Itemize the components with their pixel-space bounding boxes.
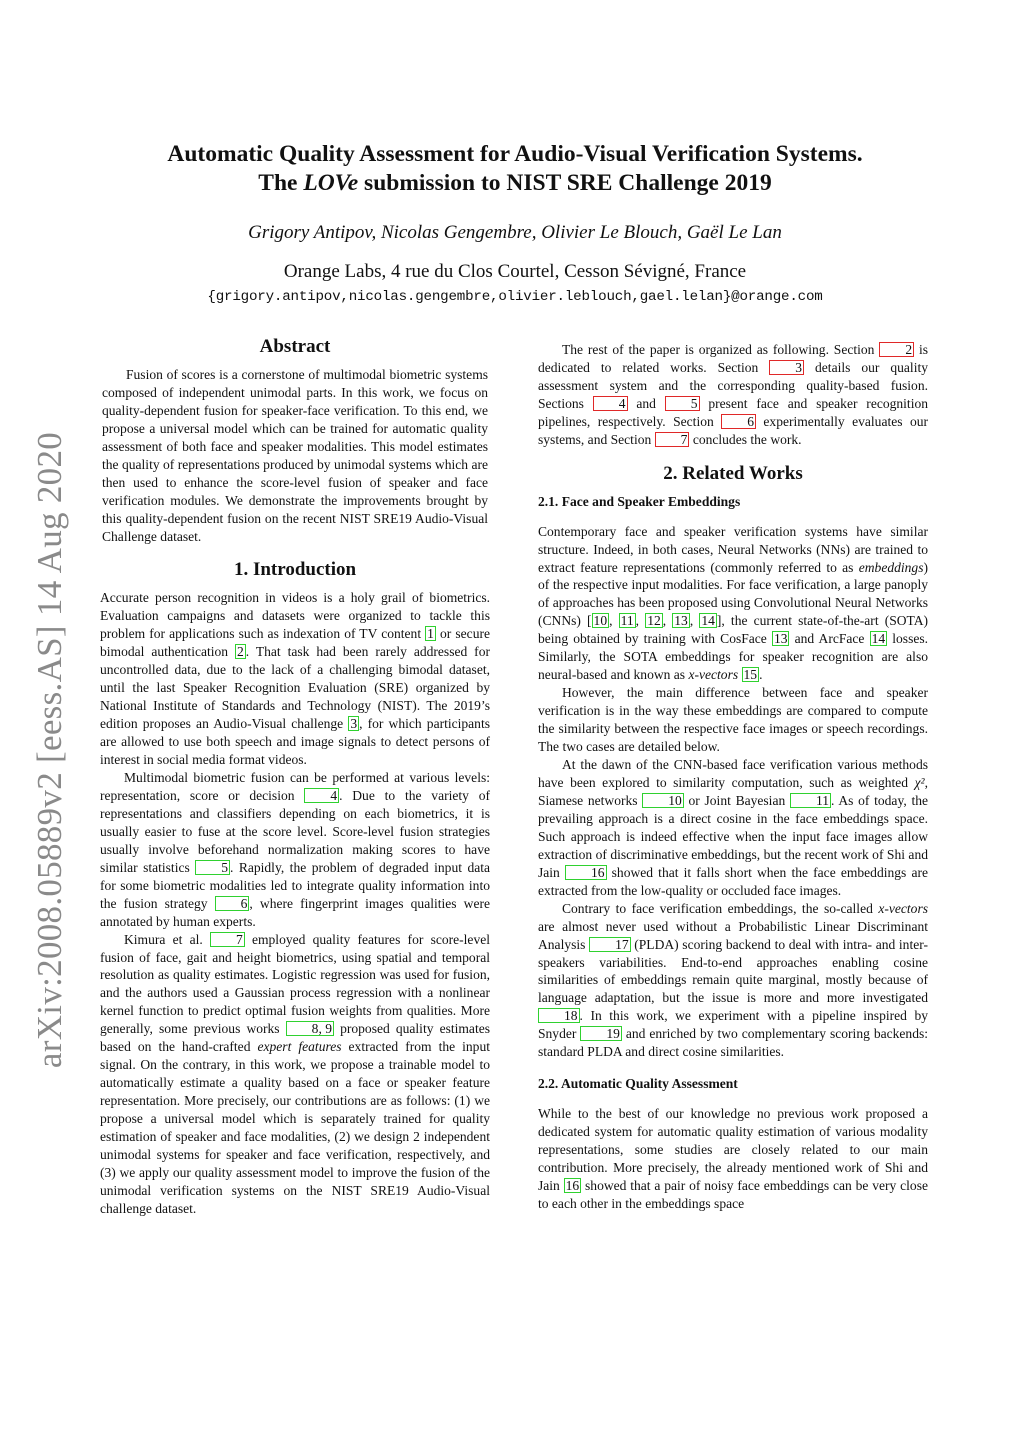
- citation-link[interactable]: 7: [210, 932, 245, 947]
- subsection-2-1-heading: 2.1. Face and Speaker Embeddings: [538, 493, 741, 509]
- citation-link[interactable]: 14: [701, 613, 715, 629]
- introduction-heading: 1. Introduction: [233, 559, 357, 581]
- left-column: [100, 334, 490, 1218]
- affiliation: Orange Labs, 4 rue du Clos Courtel, Cesson Sévigné, France: [283, 261, 747, 282]
- related-paragraph-2: However, the main difference between face and speaker verification is in the way these embeddings are compared to compute the similarity between the respective face images or speech recordings. The two cases are detailed below.: [538, 685, 928, 755]
- quality-paragraph: While to the best of our knowledge no previous work proposed a dedicated system for automatic quality estimation of various modality representations, some studies are closely related to our main contribution. More precisely, the already mentioned work of Shi and Jain 16 showed that a pair of noisy face embeddings can be very close to each other in the embeddings space: [538, 1106, 928, 1211]
- subsection-2-2-heading: 2.2. Automatic Quality Assessment: [538, 1076, 738, 1092]
- title-line-2: The LOVe submission to NIST SRE Challenge 2019: [258, 170, 772, 196]
- right-column: [538, 341, 928, 1213]
- email-list: {grigory.antipov,nicolas.gengembre,olivier.leblouch,gael.lelan}@orange.com: [207, 289, 823, 305]
- intro-paragraph-3: Kimura et al. 7 employed quality features for score-level fusion of face, gait and height biometrics, using spatial and temporal resolution as quality estimates. Logistic regression was used for fusion, and the authors used a Gaussian process regression with a nonlinear kernel function to predict optimal fusion weights from qualities. More generally, some previous works 8, 9 proposed quality estimates based on the hand-crafted expert features extracted from the input signal. On the contrary, in this work, we propose a trainable model to automatically estimate a quality based on a face or speaker feature representation. More precisely, our contributions are as follows: (1) we propose a universal model which is separately trained for quality estimation of speaker and face modalities, (2) we design 2 independent unimodal systems for speaker and face verification, respectively, and (3) we apply our quality assessment model to improve the fusion of the unimodal verification systems on the NIST SRE19 Audio-Visual challenge dataset.: [100, 931, 490, 1216]
- citation-link[interactable]: 3: [350, 716, 358, 732]
- citation-link[interactable]: 2: [237, 644, 244, 660]
- organization-paragraph: The rest of the paper is organized as following. Section 2 is dedicated to related works. Section 3 details our quality assessment system and the corresponding quality-based fusion. Sections 4 and 5 present face and speaker recognition pipelines, respectively. Section 6 experimentally evaluates our systems, and Section 7 concludes the work.: [538, 342, 928, 447]
- related-paragraph-4: Contrary to face verification embeddings, the so-called x-vectors are almost never used without a Probabilistic Linear Discriminant Analysis 17 (PLDA) scoring backend to deal with intra- and inter-speakers variabilities. End-to-end approaches enabling cosine similarities of embeddings remain quite marginal, mostly because of language adaptation, but the issue is more and more investigated 18 . In this work, we experiment with a pipeline inspired by Snyder 19 and enriched by two complementary scoring backends: standard PLDA and direct cosine similarities.: [538, 900, 928, 1060]
- citation-link[interactable]: 16: [565, 865, 607, 880]
- section-link[interactable]: 3: [769, 360, 804, 375]
- citation-link[interactable]: 19: [580, 1026, 622, 1041]
- citation-link[interactable]: 13: [674, 613, 688, 629]
- title-italic: LOVe: [303, 170, 359, 196]
- citation-link[interactable]: 1: [427, 626, 434, 642]
- related-paragraph-1: Contemporary face and speaker verification systems have similar structure. Indeed, in both cases, Neural Networks (NNs) are trained to extract feature representations (commonly referred to as embeddings) of the respective input modalities. For face verification, a large panoply of approaches has been proposed using Convolutional Neural Networks (CNNs) [ 10 , 11 , 12 , 13 , 14 ], the current state-of-the-art (SOTA) being obtained by training with CosFace 13 and ArcFace 14 losses. Similarly, the SOTA embeddings for speaker recognition are also neural-based and known as x-vectors 15 .: [538, 523, 929, 683]
- author-list: Grigory Antipov, Nicolas Gengembre, Olivier Le Blouch, Gaël Le Lan: [248, 222, 782, 243]
- related-works-heading: 2. Related Works: [663, 462, 803, 484]
- citation-link[interactable]: 13: [773, 631, 788, 647]
- section-link[interactable]: 6: [721, 414, 756, 429]
- citation-link[interactable]: 4: [304, 788, 339, 803]
- citation-link[interactable]: 12: [647, 613, 661, 629]
- citation-link[interactable]: 10: [642, 793, 684, 808]
- citation-link[interactable]: 16: [565, 1177, 580, 1193]
- citation-link[interactable]: 18: [538, 1008, 580, 1023]
- paper-header: [100, 140, 930, 307]
- citation-link[interactable]: 8, 9: [286, 1021, 334, 1036]
- title-line-1: Automatic Quality Assessment for Audio-Visual Verification Systems.: [167, 141, 863, 167]
- section-link[interactable]: 2: [879, 342, 914, 357]
- citation-link[interactable]: 17: [589, 937, 631, 952]
- citation-link[interactable]: 11: [790, 793, 831, 808]
- abstract-heading: Abstract: [259, 336, 331, 357]
- citation-link[interactable]: 10: [593, 613, 608, 629]
- section-link[interactable]: 7: [655, 432, 690, 447]
- section-link[interactable]: 5: [665, 396, 700, 411]
- related-paragraph-3: At the dawn of the CNN-based face verification various methods have been explored to similarity computation, such as weighted χ², Siamese networks 10 or Joint Bayesian 11 . As of today, the prevailing approach is a direct cosine in the face embeddings space. Such approach is indeed effective when the input face images allow extraction of discriminative embeddings, but the recent work of Shi and Jain 16 showed that it falls short when the face embeddings are extracted from the low-quality or occluded face images.: [538, 757, 928, 898]
- paper-title: [100, 140, 930, 198]
- citation-link[interactable]: 11: [620, 613, 634, 629]
- citation-link[interactable]: 5: [195, 860, 230, 875]
- arxiv-stamp: [24, 430, 76, 1070]
- abstract-body: Fusion of scores is a cornerstone of multimodal biometric systems composed of independent unimodal parts. In this work, we focus on quality-dependent fusion for speaker-face verification. To this end, we propose a universal model which can be trained for automatic quality assessment of both face and speaker modalities. This model estimates the quality of representations produced by unimodal systems which are then used to enhance the score-level fusion of speaker and face verification modules. We demonstrate the improvements brought by this quality-dependent fusion on the recent NIST SRE19 Audio-Visual Challenge dataset.: [102, 366, 488, 544]
- intro-paragraph-2: Multimodal biometric fusion can be performed at various levels: representation, score or decision 4 . Due to the variety of representations and classifiers depending on each biometrics, it is usually easier to fuse at the score level. Score-level fusion strategies usually involve beforehand normalization making scores to have similar statistics 5 . Rapidly, the problem of degraded input data for some biometric modalities led to integrate quality information into the fusion strategy 6 , where fingerprint images qualities were annotated by human experts.: [100, 769, 491, 929]
- citation-link[interactable]: 6: [215, 896, 250, 911]
- arxiv-id: arXiv:2008.05889v2 [eess.AS] 14 Aug 2020: [30, 431, 69, 1069]
- citation-link[interactable]: 15: [743, 667, 758, 683]
- intro-paragraph-1: Accurate person recognition in videos is a holy grail of biometrics. Evaluation campaigns and datasets were organized to tackle this problem for applications such as indexation of TV content 1 or secure bimodal authentication 2 . That task had been rarely addressed for uncontrolled data, due to the lack of a challenging bimodal dataset, until the last Speaker Recognition Evaluation (SRE) organized by National Institute of Standards and Technology (NIST). The 2019’s edition proposes an Audio-Visual challenge 3 , for which participants are allowed to use both speech and image signals to detect persons of interest in social media format videos.: [100, 590, 490, 768]
- citation-link[interactable]: 14: [871, 631, 886, 647]
- section-link[interactable]: 4: [593, 396, 628, 411]
